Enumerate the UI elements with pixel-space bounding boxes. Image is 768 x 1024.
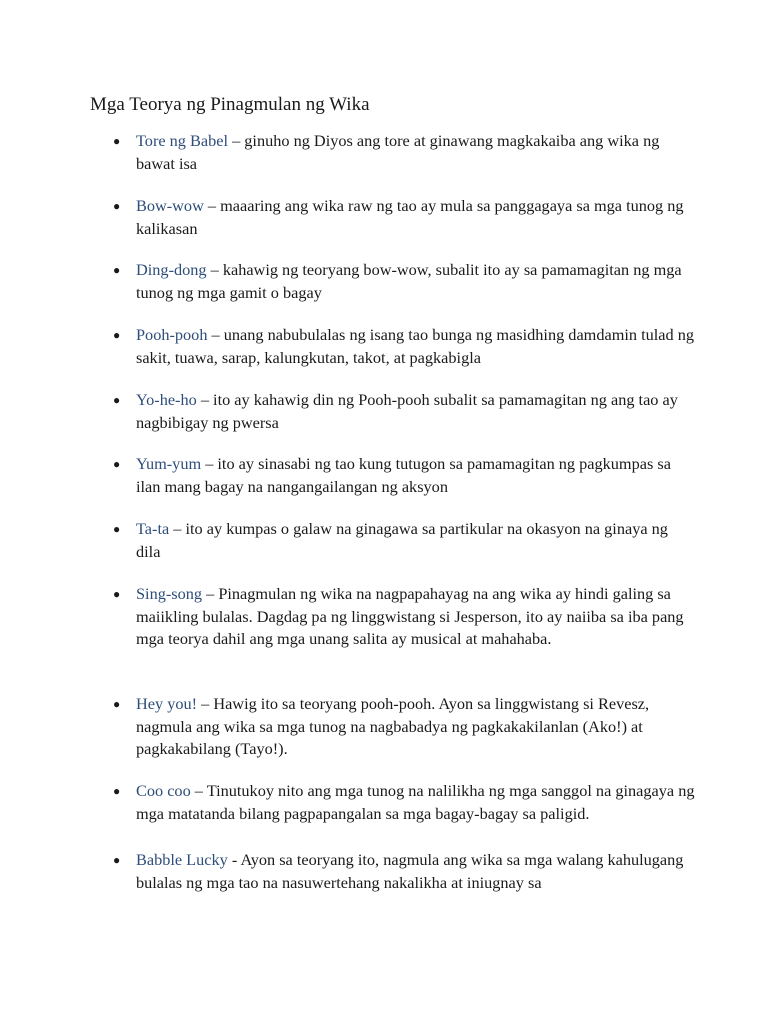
separator: – (190, 781, 207, 800)
separator: – (201, 454, 218, 473)
separator: – (206, 260, 223, 279)
theory-description: ito ay kahawig din ng Pooh-pooh subalit sa pamamagitan ng ang tao ay nagbibigay ng pwersa (136, 390, 678, 432)
theory-term: Pooh-pooh (136, 325, 208, 344)
theory-description: ito ay sinasabi ng tao kung tutugon sa pamamagitan ng pagkumpas sa ilan mang bagay na nangangailangan ng aksyon (136, 454, 671, 496)
separator: – (169, 519, 186, 538)
bullet-icon: ● (113, 784, 121, 798)
list-item (136, 389, 696, 434)
list-item (136, 130, 696, 175)
separator: – (203, 196, 221, 215)
theory-description: kahawig ng teoryang bow-wow, subalit ito ay sa pamamagitan ng mga tunog ng mga gamit o bagay (136, 260, 682, 302)
theory-description: ito ay kumpas o galaw na ginagawa sa partikular na okasyon na ginaya ng dila (136, 519, 668, 561)
bullet-icon: ● (113, 587, 121, 601)
theory-description: Hawig ito sa teoryang pooh-pooh. Ayon sa linggwistang si Revesz, nagmula ang wika sa mga tunog na nagbabadya ng pagkakakilanlan (Ako!) at pagkakabilang (Tayo!). (136, 694, 650, 758)
list-item (136, 583, 696, 651)
separator: – (228, 131, 245, 150)
bullet-icon: ● (113, 853, 121, 867)
theory-term: Tore ng Babel (136, 131, 228, 150)
separator: - (227, 850, 241, 869)
bullet-icon: ● (113, 199, 121, 213)
separator: – (197, 694, 214, 713)
page-title: Mga Teorya ng Pinagmulan ng Wika (90, 94, 370, 115)
separator: – (202, 584, 219, 603)
theory-term: Bow-wow (136, 196, 204, 215)
list-item (136, 693, 696, 761)
theory-term: Hey you! (136, 694, 198, 713)
theory-term: Ta-ta (136, 519, 170, 538)
list-item (136, 324, 696, 369)
theory-description: Pinagmulan ng wika na nagpapahayag na ang wika ay hindi galing sa maiikling bulalas. Dagdag pa ng linggwistang si Jesperson, ito ay naiiba sa iba pang mga teorya dahil ang mga unang salita ay musical at mahahaba. (136, 584, 684, 648)
list-item (136, 453, 696, 498)
theory-term: Sing-song (136, 584, 203, 603)
theory-description: ginuho ng Diyos ang tore at ginawang magkakaiba ang wika ng bawat isa (136, 131, 660, 173)
theory-term: Babble Lucky (136, 850, 228, 869)
bullet-icon: ● (113, 393, 121, 407)
theory-description: Ayon sa teoryang ito, nagmula ang wika sa mga walang kahulugang bulalas ng mga tao na nasuwertehang nakalikha at iniugnay sa (136, 850, 684, 892)
bullet-icon: ● (113, 522, 121, 536)
theory-description: maaaring ang wika raw ng tao ay mula sa panggagaya sa mga tunog ng kalikasan (136, 196, 684, 238)
theory-term: Yo-he-ho (136, 390, 197, 409)
bullet-icon: ● (113, 134, 121, 148)
bullet-icon: ● (113, 457, 121, 471)
list-item (136, 518, 696, 563)
theory-description: unang nabubulalas ng isang tao bunga ng masidhing damdamin tulad ng sakit, tuawa, sarap, kalungkutan, takot, at pagkabigla (136, 325, 695, 367)
bullet-icon: ● (113, 697, 121, 711)
bullet-icon: ● (113, 263, 121, 277)
bullet-icon: ● (113, 328, 121, 342)
separator: – (196, 390, 214, 409)
list-item (136, 849, 696, 894)
separator: – (207, 325, 224, 344)
list-item (136, 259, 696, 304)
theory-term: Ding-dong (136, 260, 207, 279)
list-item (136, 195, 696, 240)
theory-description: Tinutukoy nito ang mga tunog na nalilikha ng mga sanggol na ginagaya ng mga matatanda bilang pagpapangalan sa mga bagay-bagay sa paligid. (136, 781, 695, 823)
theory-term: Yum-yum (136, 454, 202, 473)
list-item (136, 780, 696, 825)
theory-term: Coo coo (136, 781, 191, 800)
